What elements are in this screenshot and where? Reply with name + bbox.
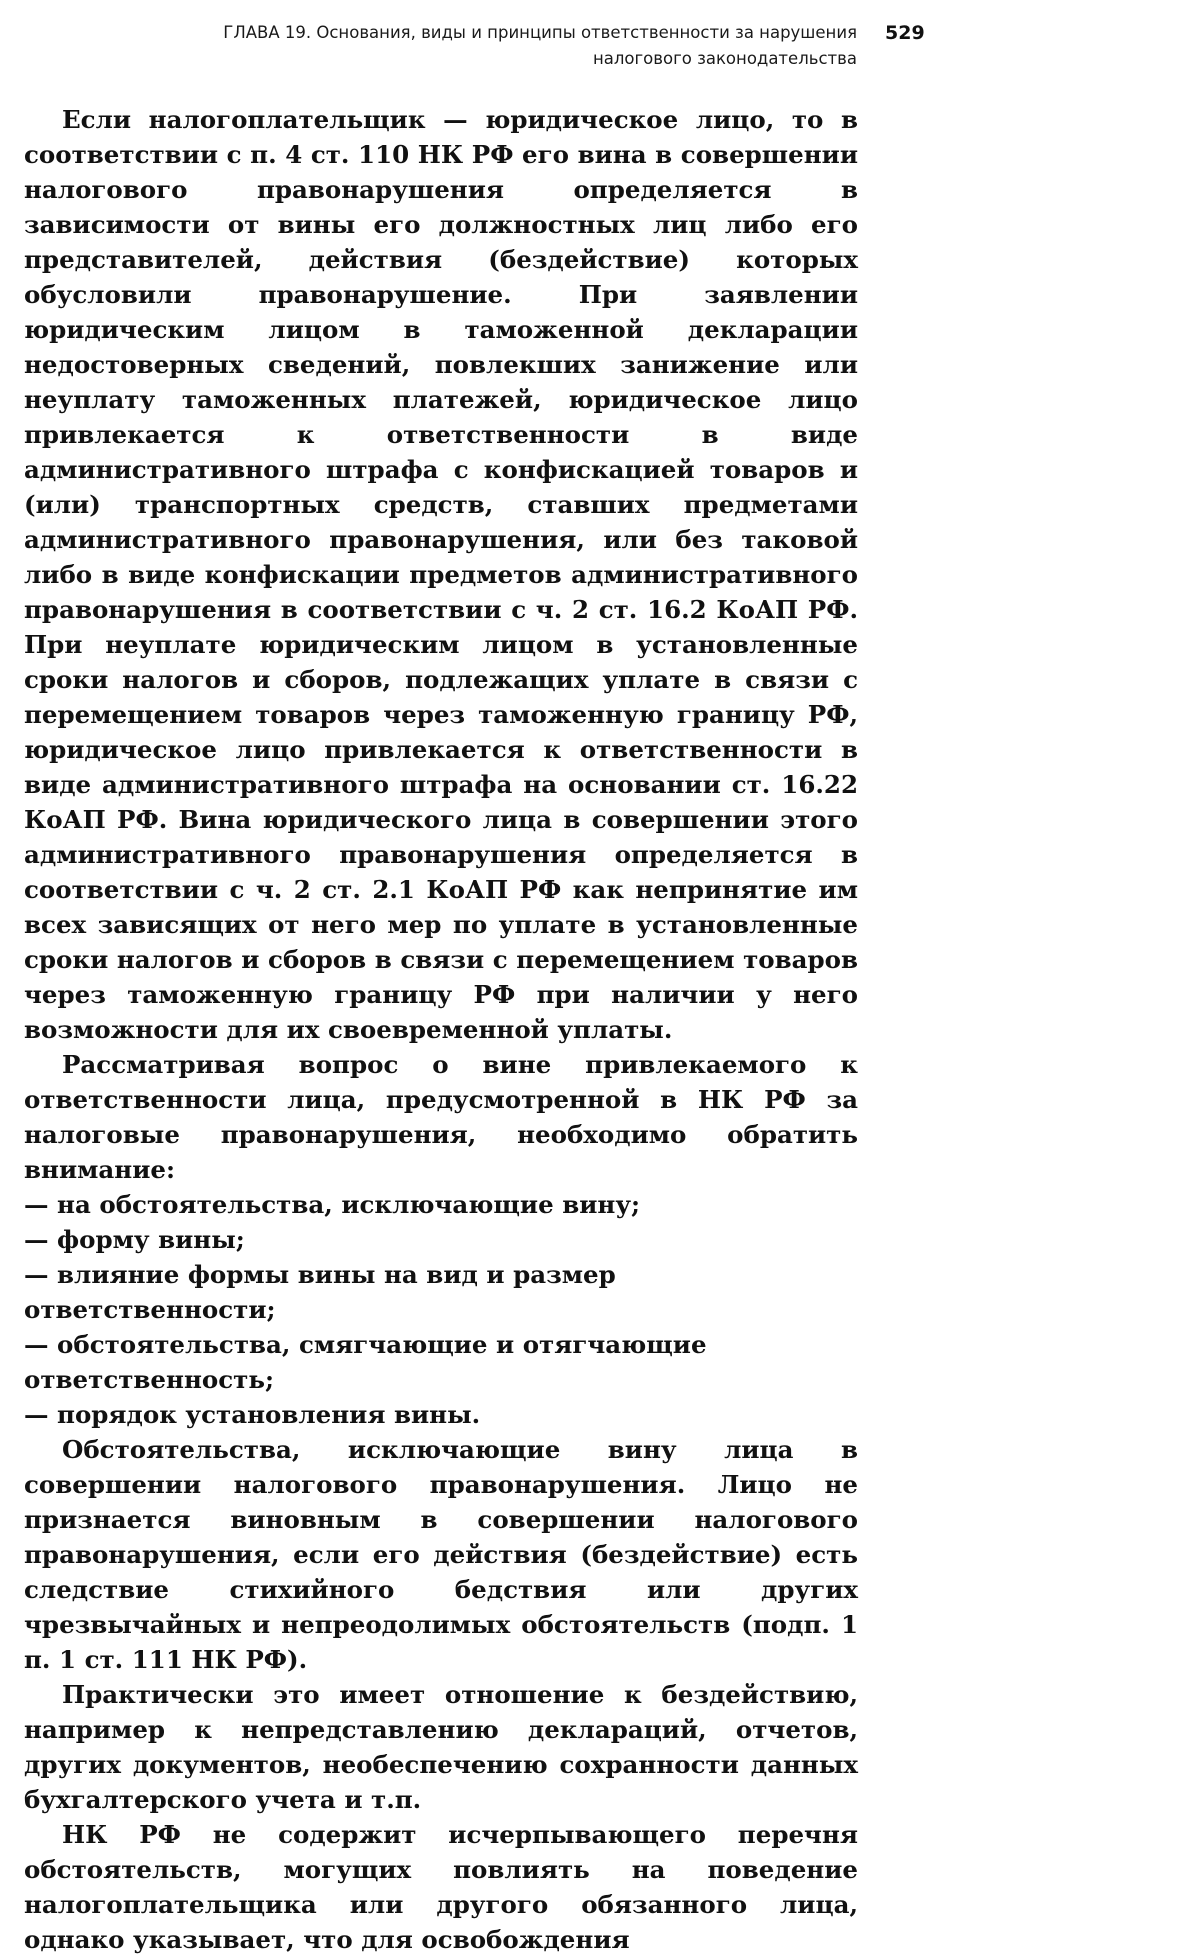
paragraph-3-heading: Обстоятельства, исключающие вину лица в совершении налогового правонарушения. <box>24 1435 858 1499</box>
paragraph-5: НК РФ не содержит исчерпывающего перечня обстоятельств, могущих повлиять на поведение налогоплательщика или другого обязанного лица, однако указывает, что для освобождения <box>24 1820 858 1954</box>
paragraph-1: Если налогоплательщик — юридическое лицо, то в соответствии с п. 4 ст. 110 НК РФ его вина в совершении налогового правонарушения определяется в зависимости от вины его должностных лиц либо его представителей, действия (бездействие) которых обусловили правонарушение. При заявлении юридическим лицом в таможенной декларации недостоверных сведений, повлекших занижение или неуплату таможенных платежей, юридическое лицо привлекается к ответственности в виде административного штрафа с конфискацией товаров и (или) транспортных средств, ставших предметами административного правонарушения, или без таковой либо в виде конфискации предметов административного правонарушения в соответствии с ч. 2 ст. 16.2 КоАП РФ. При неуплате юридическим лицом в установленные сроки налогов и сборов, подлежащих уплате в связи с перемещением товаров через таможенную границу РФ, юридическое лицо привлекается к ответственности в виде административного штрафа на основании ст. 16.22 КоАП РФ. Вина юридического лица в совершении этого административного правонарушения определяется в соответствии с ч. 2 ст. 2.1 КоАП РФ как непринятие им всех зависящих от него мер по уплате в установленные сроки налогов и сборов в связи с перемещением товаров через таможенную границу РФ при наличии у него возможности для их своевременной уплаты. <box>24 105 858 1044</box>
paragraph-3 <box>24 1432 858 1677</box>
paragraph-2: Рассматривая вопрос о вине привлекаемого к ответственности лица, предусмотренной в НК РФ за налоговые правонарушения, необходимо обратить внимание: <box>24 1050 858 1184</box>
running-head <box>120 20 857 72</box>
list-item-4: — обстоятельства, смягчающие и отягчающие ответственность; <box>24 1330 707 1394</box>
list-item-3: — влияние формы вины на вид и размер ответственности; <box>24 1260 616 1324</box>
paragraph-3-text: Лицо не признается виновным в совершении налогового правонарушения, если его действия (бездействие) есть следствие стихийного бедствия или других чрезвычайных и непреодолимых обстоятельств (подп. 1 п. 1 ст. 111 НК РФ). <box>24 1470 858 1674</box>
list-item-5: — порядок установления вины. <box>24 1400 481 1429</box>
chapter-title-line-1: ГЛАВА 19. Основания, виды и принципы ответственности за нарушения <box>223 23 857 42</box>
list-item-2: — форму вины; <box>24 1225 245 1254</box>
main-text <box>24 102 858 1957</box>
list-item-1: — на обстоятельства, исключающие вину; <box>24 1190 641 1219</box>
chapter-title-line-2: налогового законодательства <box>592 49 857 68</box>
page-number: 529 <box>885 22 925 44</box>
paragraph-4: Практически это имеет отношение к бездействию, например к непредставлению деклараций, отчетов, других документов, необеспечению сохранности данных бухгалтерского учета и т.п. <box>24 1680 858 1814</box>
